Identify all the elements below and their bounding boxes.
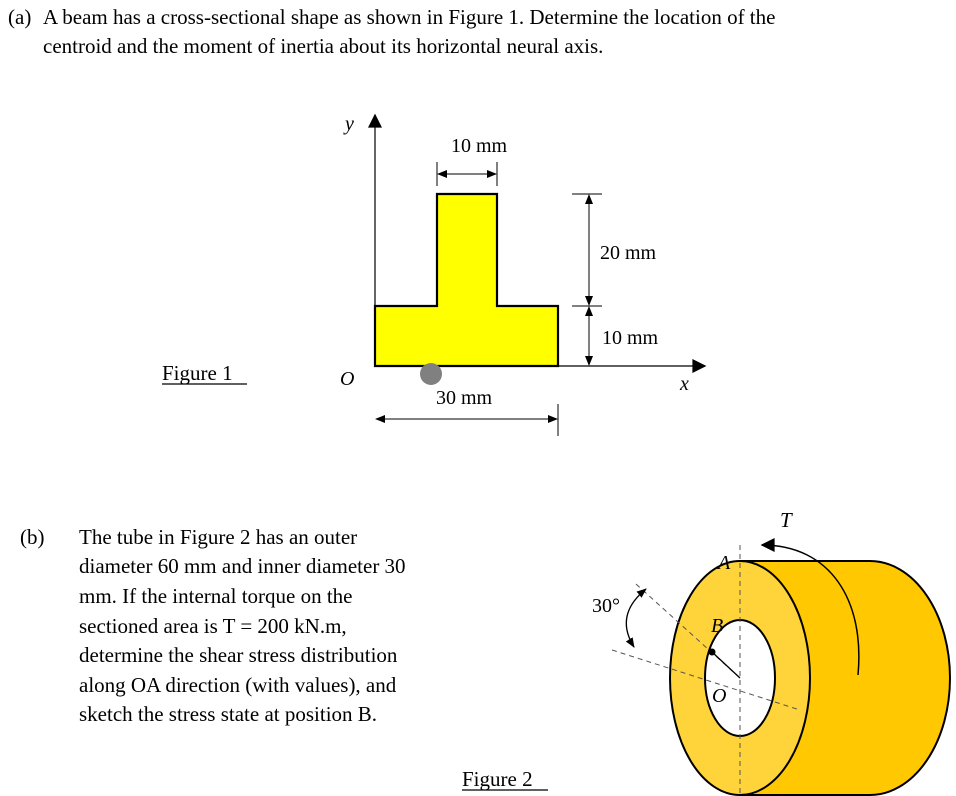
part-b-line-3: mm. If the internal torque on the	[79, 584, 353, 608]
dim-top-label: 10 mm	[451, 135, 508, 157]
part-a-line-1: A beam has a cross-sectional shape as shown in Figure 1. Determine the location of the	[43, 5, 776, 29]
figure-2	[462, 508, 950, 796]
part-b-line-1: The tube in Figure 2 has an outer	[79, 525, 358, 549]
point-b-marker	[709, 649, 716, 656]
origin-label: O	[340, 368, 355, 390]
dim-flange-label: 10 mm	[602, 327, 659, 349]
x-axis-label: x	[680, 373, 689, 395]
figure-1	[162, 113, 705, 436]
figure-2-caption: Figure 2	[462, 767, 533, 791]
point-b-label: B	[711, 615, 724, 637]
part-b-line-2: diameter 60 mm and inner diameter 30	[79, 554, 406, 578]
angle-arc	[626, 589, 646, 647]
point-a-label: A	[718, 552, 731, 574]
t-section-shape	[375, 194, 558, 366]
dim-web-label: 20 mm	[600, 242, 657, 264]
point-o-label: O	[712, 685, 727, 707]
reference-dot	[420, 363, 442, 385]
part-b-line-5: determine the shear stress distribution	[79, 643, 398, 667]
figure-1-caption: Figure 1	[162, 361, 233, 385]
part-b-line-7: sketch the stress state at position B.	[79, 702, 378, 726]
angle-label: 30°	[592, 595, 620, 617]
part-b-line-6: along OA direction (with values), and	[79, 673, 397, 697]
part-a-line-2: centroid and the moment of inertia about its horizontal neural axis.	[43, 34, 604, 58]
part-b-line-4: sectioned area is T = 200 kN.m,	[79, 614, 347, 638]
part-a-label: (a)	[8, 5, 32, 29]
y-axis-label: y	[345, 113, 354, 135]
torque-label: T	[780, 508, 792, 532]
dim-bottom-label: 30 mm	[436, 387, 493, 409]
part-b-label: (b)	[20, 525, 45, 549]
